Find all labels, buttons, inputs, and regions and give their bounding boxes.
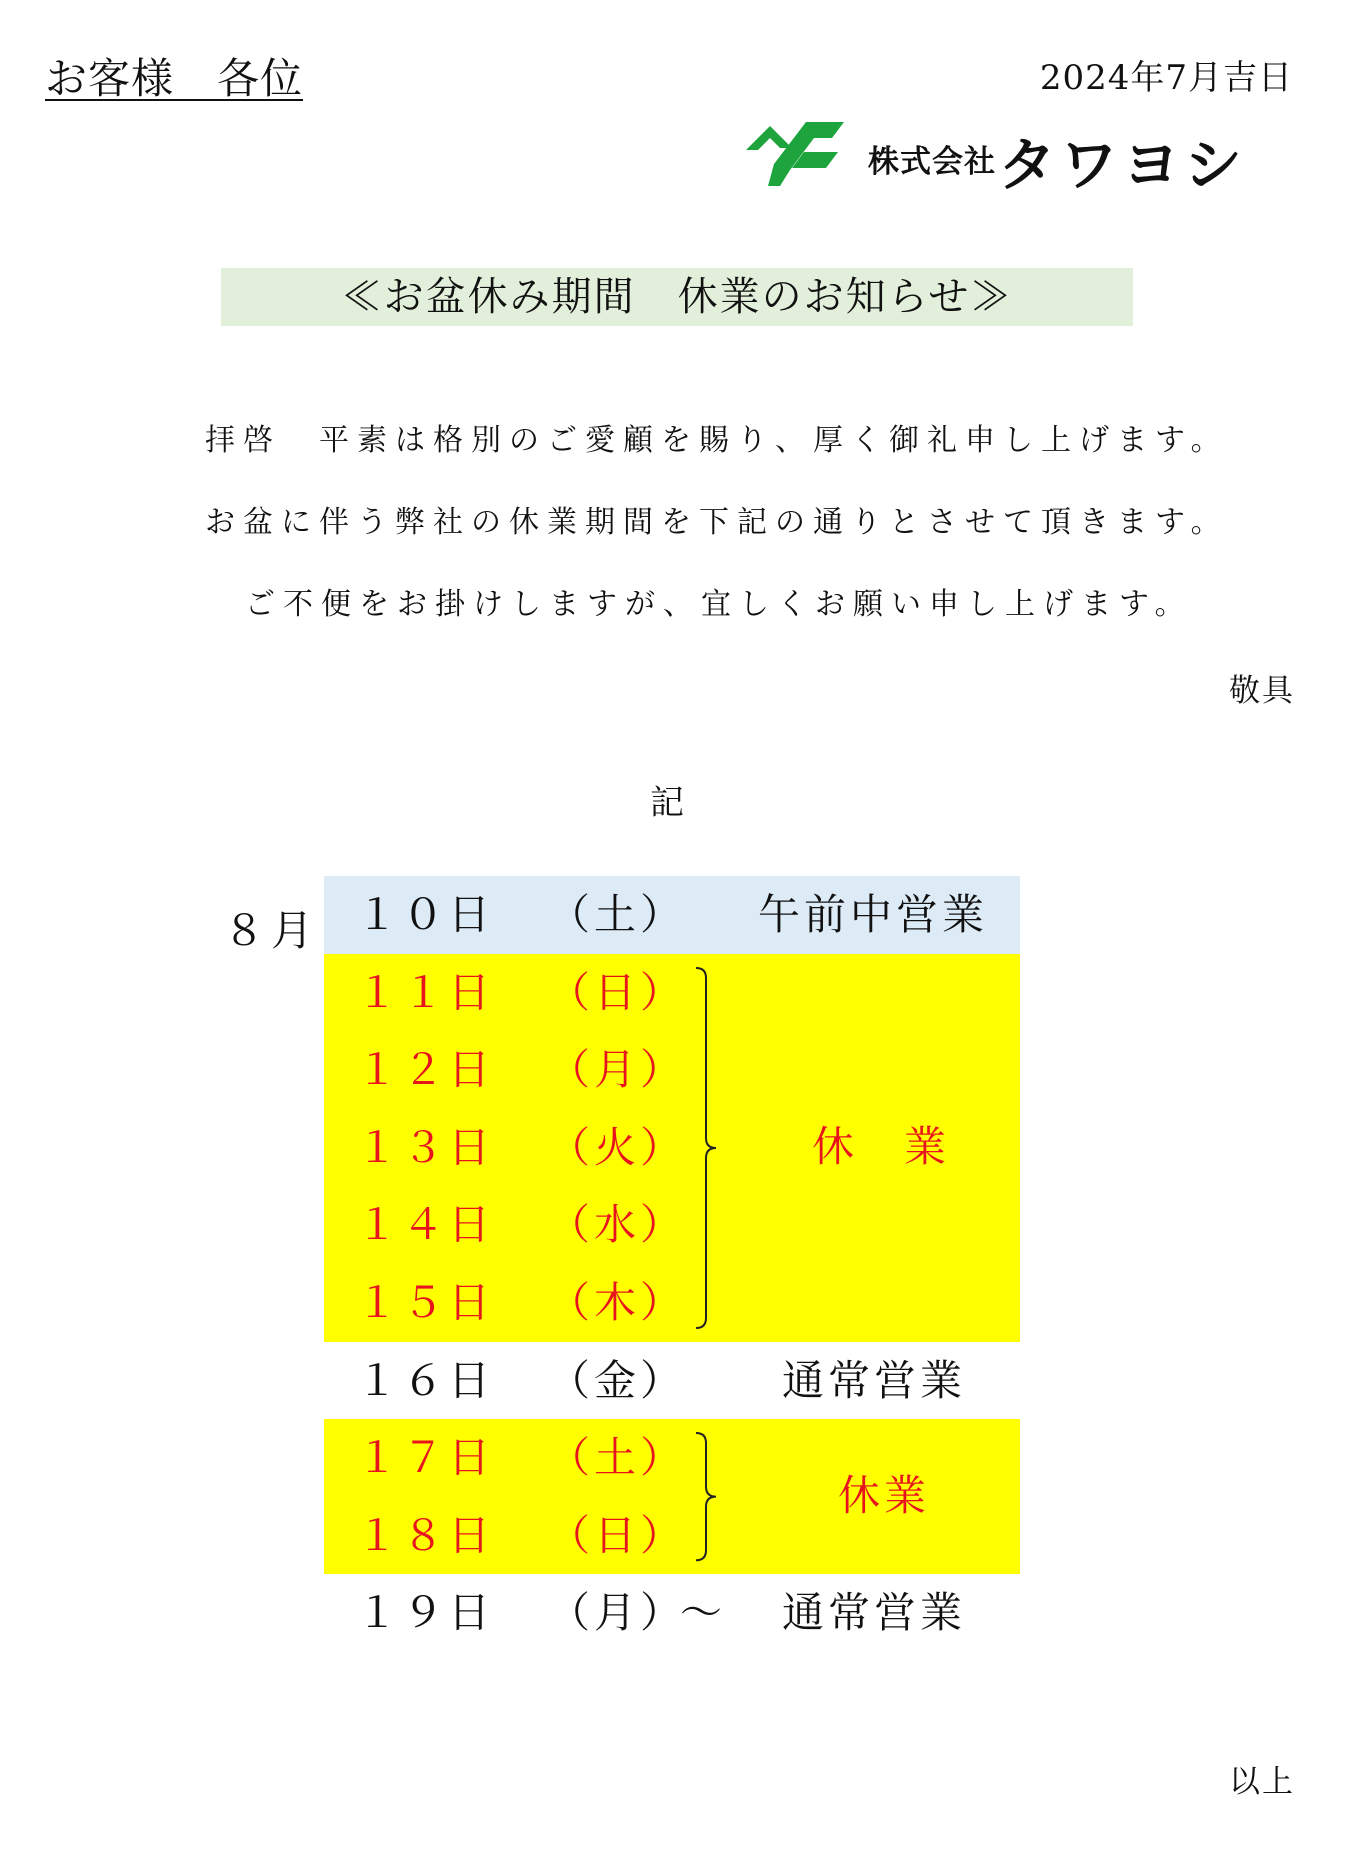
- schedule-weekday: （水）: [548, 1200, 687, 1250]
- notice-title: ≪お盆休み期間 休業のお知らせ≫: [221, 268, 1133, 326]
- schedule-weekday: （土）: [548, 890, 687, 939]
- closing-keigu: 敬具: [1229, 673, 1295, 709]
- schedule-day: １４日: [356, 1200, 495, 1250]
- logo-company-name: タワヨシ: [998, 131, 1247, 199]
- schedule-day: １６日: [356, 1355, 495, 1405]
- closing-ijo: 以上: [1229, 1764, 1295, 1800]
- schedule-status: 午前中営業: [758, 890, 989, 939]
- schedule-day: １３日: [356, 1122, 495, 1172]
- addressee: お客様 各位: [45, 54, 304, 103]
- brace-group-2: [694, 1431, 724, 1562]
- schedule-day: １１日: [356, 967, 495, 1017]
- schedule-weekday: （木）: [548, 1278, 687, 1327]
- schedule-day: １９日: [356, 1588, 495, 1638]
- schedule-day: １０日: [356, 890, 495, 939]
- tawayoshi-logo-mark-icon: [740, 108, 860, 188]
- schedule-weekday: （火）: [548, 1122, 687, 1172]
- logo-corp-text: 株式会社: [868, 144, 996, 180]
- issue-date: 2024年7月吉日: [1039, 58, 1293, 98]
- schedule-weekday: （月）: [548, 1045, 687, 1095]
- schedule-weekday: （金）: [548, 1355, 687, 1405]
- schedule-weekday: （日）: [548, 1510, 687, 1560]
- closed-label-group-1: 休 業: [812, 1121, 951, 1171]
- schedule-weekday: （日）: [548, 967, 687, 1017]
- closed-label-group-2: 休業: [838, 1470, 931, 1520]
- schedule-day: １７日: [356, 1433, 495, 1483]
- body-line-3: ご不便をお掛けしますが、宜しくお願い申し上げます。: [245, 587, 1193, 622]
- body-line-1: 拝啓 平素は格別のご愛顧を賜り、厚く御礼申し上げます。: [205, 423, 1229, 458]
- schedule-day: １２日: [356, 1045, 495, 1095]
- schedule-month: ８月: [223, 906, 320, 955]
- schedule-status: 通常営業: [782, 1355, 967, 1405]
- schedule-day: １８日: [356, 1510, 495, 1560]
- schedule-suffix: ～: [680, 1588, 727, 1638]
- schedule-weekday: （月）: [548, 1588, 687, 1638]
- body-line-2: お盆に伴う弊社の休業期間を下記の通りとさせて頂きます。: [205, 505, 1229, 540]
- company-logo: [740, 108, 1300, 199]
- schedule-weekday: （土）: [548, 1433, 687, 1483]
- schedule-status: 通常営業: [782, 1588, 967, 1638]
- ki-heading: 記: [650, 783, 684, 823]
- schedule-day: １５日: [356, 1278, 495, 1327]
- brace-group-1: [694, 966, 724, 1330]
